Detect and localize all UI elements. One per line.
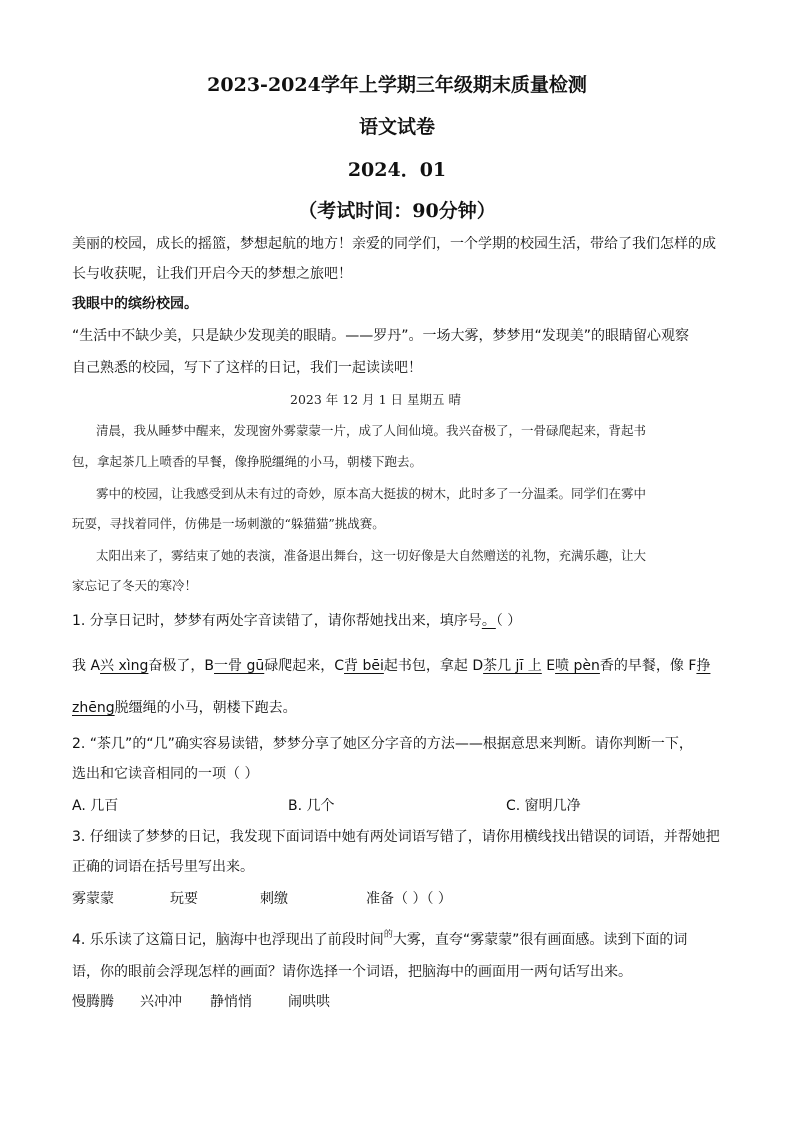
q4-superscript: 的 <box>383 930 393 940</box>
q1-stem-text: 1. 分享日记时，梦梦有两处字音读错了，请你帮她找出来，填序号 <box>72 613 482 629</box>
q1-seg-5: E <box>541 658 556 674</box>
q4-word-4[interactable]: 闹哄哄 <box>288 994 330 1010</box>
q1-seg-3: 碌爬起来，C <box>264 658 345 674</box>
q3-word-3[interactable]: 刺缴 <box>260 891 288 907</box>
q4-word-2[interactable]: 兴冲冲 <box>140 994 182 1010</box>
q1-option-a: 兴 xìng <box>100 658 149 674</box>
diary-p2-line-2: 玩耍，寻找着同伴，仿佛是一场刺激的“躲猫猫”挑战赛。 <box>72 516 385 531</box>
quote-line-2: 自己熟悉的校园，写下了这样的日记，我们一起读读吧！ <box>72 360 422 376</box>
exam-duration: （考试时间：90分钟） <box>298 200 496 222</box>
q1-answer-paren[interactable]: （ ） <box>495 613 522 629</box>
q4-word-1[interactable]: 慢腾腾 <box>72 994 114 1010</box>
q2-line-2[interactable]: 选出和它读音相同的一项（ ） <box>72 766 259 782</box>
quote-line-1: “生活中不缺少美，只是缺少发现美的眼睛。——罗丹”。一场大雾，梦梦用“发现美”的眼睛留心观察 <box>72 328 690 344</box>
q1-seg-4: 起书包，拿起 D <box>383 658 484 674</box>
q1-sentence-line-2 <box>72 697 297 719</box>
q1-option-b: 一骨 gū <box>214 658 265 674</box>
q1-option-d: 茶几 jī 上 <box>483 658 542 674</box>
diary-p1-line-1: 清晨，我从睡梦中醒来，发现窗外雾蒙蒙一片，成了人间仙境。我兴奋极了，一骨碌爬起来，背起书 <box>96 423 647 438</box>
intro-line-1: 美丽的校园，成长的摇篮，梦想起航的地方！亲爱的同学们，一个学期的校园生活，带给了我们怎样的成 <box>72 236 716 252</box>
q3-line-2: 正确的词语在括号里写出来。 <box>72 859 254 875</box>
q1-option-f-char: 挣 <box>696 658 711 674</box>
q1-option-f-pinyin: zhēng <box>72 700 115 716</box>
q1-sentence-line-1 <box>72 655 710 677</box>
q4-line-2: 语，你的眼前会浮现怎样的画面？请你选择一个词语，把脑海中的画面用一两句话写出来。 <box>72 964 632 980</box>
q2-option-b[interactable]: B. 几个 <box>288 798 335 814</box>
q4-line-1-part-a: 4. 乐乐读了这篇日记，脑海中也浮现出了前段时间 <box>72 932 384 948</box>
q4-line-1-part-b: 大雾，直夸“雾蒙蒙”很有画面感。读到下面的词 <box>392 932 688 948</box>
diary-p3-line-1: 太阳出来了，雾结束了她的表演，准备退出舞台，这一切好像是大自然赠送的礼物，充满乐趣，让大 <box>96 548 647 563</box>
q1-option-c: 背 bēi <box>344 658 384 674</box>
diary-date-line: 2023 年 12 月 1 日 星期五 晴 <box>290 392 461 407</box>
diary-p3-line-2: 家忘记了冬天的寒冷！ <box>72 578 198 593</box>
q1-seg-2: 奋极了，B <box>148 658 215 674</box>
diary-p2-line-1: 雾中的校园，让我感受到从未有过的奇妙，原本高大挺拔的树木，此时多了一分温柔。同学们在雾中 <box>96 486 647 501</box>
q1-seg-6: 香的早餐，像 F <box>599 658 697 674</box>
q1-seg-1: 我 A <box>72 658 101 674</box>
q3-word-4[interactable]: 准备（ ）（ ） <box>366 891 452 907</box>
q1-dot: 。 <box>481 613 496 629</box>
q3-word-2[interactable]: 玩要 <box>170 891 198 907</box>
exam-date: 2024．01 <box>347 159 447 181</box>
q1-option-e: 喷 pèn <box>555 658 600 674</box>
section-title: 我眼中的缤纷校园。 <box>72 296 198 312</box>
q4-line-1 <box>72 929 687 953</box>
q2-option-a[interactable]: A. 几百 <box>72 798 119 814</box>
exam-title: 2023-2024学年上学期三年级期末质量检测 <box>207 74 587 96</box>
diary-p1-line-2: 包，拿起茶几上喷香的早餐，像挣脱缰绳的小马，朝楼下跑去。 <box>72 454 423 469</box>
subject-title: 语文试卷 <box>358 116 435 138</box>
q1-seg-7: 脱缰绳的小马，朝楼下跑去。 <box>114 700 297 716</box>
q4-word-3[interactable]: 静悄悄 <box>210 994 252 1010</box>
q3-word-1[interactable]: 雾蒙蒙 <box>72 891 114 907</box>
q1-stem <box>72 610 521 632</box>
q2-option-c[interactable]: C. 窗明几净 <box>506 798 581 814</box>
q3-line-1: 3. 仔细读了梦梦的日记，我发现下面词语中她有两处词语写错了，请你用横线找出错误的词语，并帮她把 <box>72 829 720 845</box>
intro-line-2: 长与收获呢，让我们开启今天的梦想之旅吧！ <box>72 266 352 282</box>
q2-line-1: 2. “茶几”的“几”确实容易读错，梦梦分享了她区分字音的方法——根据意思来判断。请你判断一下， <box>72 736 693 752</box>
